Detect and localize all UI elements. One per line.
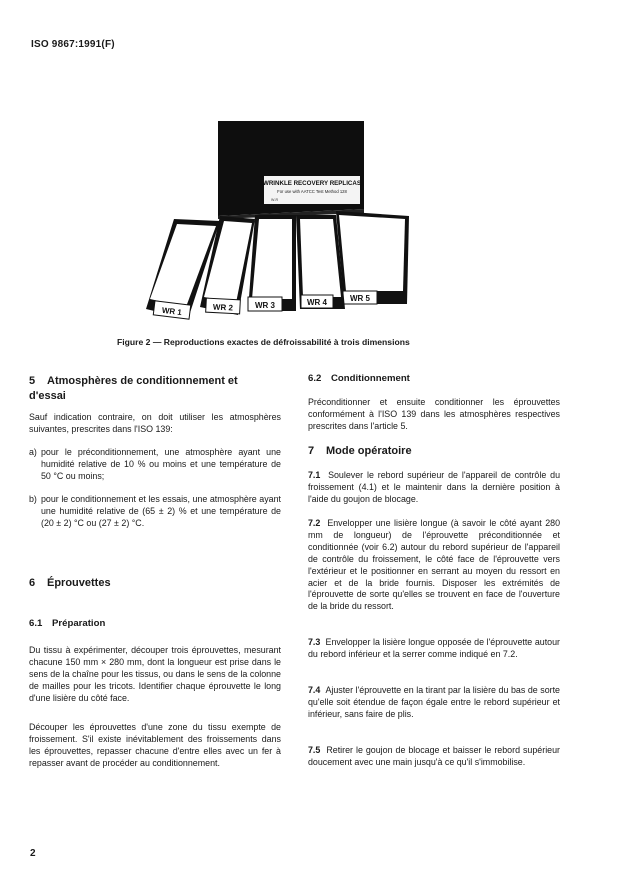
- item-a-text: pour le préconditionnement, une atmosphère ayant une humidité relative de 10 % ou moins et une température de 50 °C ou moins;: [41, 447, 281, 481]
- item-b-text: pour le conditionnement et les essais, une atmosphère ayant une humidité relative de (65 ± 2) % et une température de (20 ± 2) °C ou (27 ± 2) °C.: [41, 494, 281, 528]
- section-6-1-title: Préparation: [52, 618, 106, 629]
- section-7-number: 7: [308, 445, 315, 457]
- section-6-1-heading: [29, 618, 269, 629]
- clause-7-4-number: 7.4: [308, 685, 321, 695]
- clause-7-2: [308, 518, 560, 613]
- clause-7-1-text: Soulever le rebord supérieur de l'appareil de contrôle du froissement (4.1) et le maintenir dans la dernière position à l'aide du goujon de blocage.: [308, 470, 561, 504]
- tab-wr4: WR 4: [307, 298, 327, 307]
- section-5-intro: Sauf indication contraire, on doit utiliser les atmosphères suivantes, prescrites dans l'ISO 139:: [29, 412, 281, 434]
- section-6-2-heading: [308, 373, 568, 384]
- clause-7-4-text: Ajuster l'éprouvette en la tirant par la lisière du bas de sorte qu'elle soit étendue de façon égale entre le rebord supérieur et inférieur, sans faire de plis.: [308, 685, 560, 719]
- document-id-header: ISO 9867:1991(F): [31, 39, 115, 50]
- section-6-2-title: Conditionnement: [331, 373, 410, 384]
- tab-wr5: WR 5: [350, 294, 370, 303]
- section-6-number: 6: [29, 577, 36, 589]
- tab-wr1: WR 1: [161, 305, 183, 318]
- section-7-heading: [308, 444, 568, 459]
- item-a-marker: a): [29, 447, 37, 457]
- replica-wr5: [336, 211, 409, 304]
- clause-7-5-number: 7.5: [308, 745, 321, 755]
- section-6-2-paragraph: Préconditionner et ensuite conditionner les éprouvettes conformément à l'ISO 139 dans les atmosphères respectives prescrites dans l'article 5.: [308, 397, 560, 431]
- section-6-1-paragraph-1: Du tissu à expérimenter, découper trois éprouvettes, mesurant chacune 150 mm × 280 mm, dont la longueur est prise dans le sens de la chaîne pour les tissus, ou dans le sens de la colonne de mailles pour les tricots. Identifier chaque éprouvette le long d'une lisière du côté face.: [29, 645, 281, 703]
- replica-wr3: [248, 215, 296, 311]
- section-6-1-number: 6.1: [29, 618, 43, 629]
- clause-7-3-number: 7.3: [308, 637, 321, 647]
- tab-wr3: WR 3: [255, 301, 275, 310]
- box-label-line3: W-R: [271, 198, 279, 202]
- clause-7-4: [308, 685, 560, 721]
- section-6-heading: [29, 576, 269, 591]
- clause-7-2-number: 7.2: [308, 518, 321, 528]
- tab-wr2: WR 2: [212, 302, 234, 313]
- page-number: 2: [30, 848, 36, 859]
- clause-7-5-text: Retirer le goujon de blocage et baisser le rebord supérieur doucement avec une main jusqu'à ce qu'il s'immobilise.: [308, 745, 560, 767]
- clause-7-3: [308, 637, 560, 661]
- figure-caption: Figure 2 — Reproductions exactes de défroissabilité à trois dimensions: [117, 337, 410, 347]
- section-5-title: Atmosphères de conditionnement et d'essai: [29, 375, 238, 402]
- section-6-2-number: 6.2: [308, 373, 322, 384]
- replicas-photo: [146, 121, 446, 333]
- section-6-title: Éprouvettes: [47, 577, 111, 589]
- section-5-heading: [29, 374, 269, 404]
- section-7-title: Mode opératoire: [326, 445, 412, 457]
- section-5-item-b: [29, 494, 281, 530]
- section-6-1-paragraph-2: Découper les éprouvettes d'une zone du tissu exempte de froissement. S'il existe inévitablement des froissements dans les éprouvettes, repasser chacune d'entre elles avec un fer à repasser avant de procéder au conditionnement.: [29, 722, 281, 768]
- clause-7-5: [308, 745, 560, 769]
- clause-7-3-text: Envelopper la lisière longue opposée de l'éprouvette autour du rebord inférieur et la serrer comme indiqué en 7.2.: [308, 637, 560, 659]
- clause-7-1: [308, 470, 560, 506]
- clause-7-2-text: Envelopper une lisière longue (à savoir le côté ayant 280 mm de longueur) de l'éprouvette préconditionnée et conditionnée (voir 6.2) autour du rebord supérieur de l'appareil de contrôle du froissement, le côté face de l'éprouvette vers l'extérieur et le positionner en serrant au moyen du ressort en acier et de la bride fournis. Disposer les extrémités de l'éprouvette de sorte qu'elles se trouvent en face de l'ouverture de la bride du ressort.: [308, 518, 561, 612]
- section-5-item-a: [29, 447, 281, 483]
- section-5-number: 5: [29, 375, 36, 387]
- box-label-line1: WRINKLE RECOVERY REPLICAS: [263, 180, 361, 187]
- item-b-marker: b): [29, 494, 37, 504]
- clause-7-1-number: 7.1: [308, 470, 321, 480]
- box-label-line2: For use with AATCC Test Method 128: [277, 189, 347, 194]
